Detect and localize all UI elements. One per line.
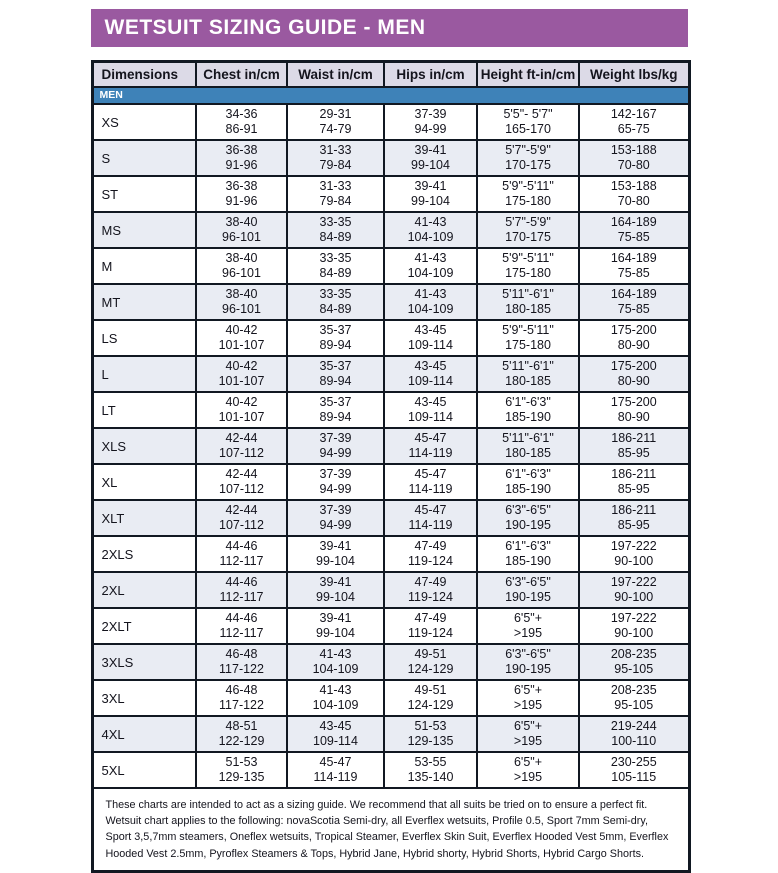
weight-cell: 219-244 100-110 xyxy=(579,716,689,752)
height-cell: 6'3"-6'5" 190-195 xyxy=(477,500,579,536)
hips-cell: 47-49 119-124 xyxy=(384,536,477,572)
hips-cell: 41-43 104-109 xyxy=(384,248,477,284)
size-label: XS xyxy=(92,104,196,140)
waist-cell: 39-41 99-104 xyxy=(287,536,384,572)
hips-cell: 39-41 99-104 xyxy=(384,176,477,212)
size-label: MS xyxy=(92,212,196,248)
size-label: 2XLS xyxy=(92,536,196,572)
height-cell: 5'11"-6'1" 180-185 xyxy=(477,428,579,464)
hips-cell: 43-45 109-114 xyxy=(384,392,477,428)
waist-cell: 33-35 84-89 xyxy=(287,212,384,248)
height-cell: 6'1"-6'3" 185-190 xyxy=(477,392,579,428)
chest-cell: 42-44 107-112 xyxy=(196,464,287,500)
chest-cell: 36-38 91-96 xyxy=(196,176,287,212)
chest-cell: 48-51 122-129 xyxy=(196,716,287,752)
weight-cell: 197-222 90-100 xyxy=(579,536,689,572)
hips-cell: 47-49 119-124 xyxy=(384,608,477,644)
waist-cell: 37-39 94-99 xyxy=(287,500,384,536)
footer-note: These charts are intended to act as a sizing guide. We recommend that all suits be tried on to ensure a perfect fit. Wetsuit chart applies to the following: novaScotia Semi-dry, all Everflex wetsuits, Profile 0.5, Sport 7mm Semi-dry, Sport 3,5,7mm steamers, Oneflex wetsuits, Tropical Steamer, Everflex Skin Suit, Everflex Hooded Vest 5mm, Everflex Hooded Vest 2.5mm, Pyroflex Steamers & Tops, Hybrid Jane, Hybrid shorty, Hybrid Shorts, Hybrid Cargo Shorts. xyxy=(92,788,689,871)
hips-cell: 45-47 114-119 xyxy=(384,500,477,536)
weight-cell: 153-188 70-80 xyxy=(579,176,689,212)
weight-cell: 230-255 105-115 xyxy=(579,752,689,788)
weight-cell: 186-211 85-95 xyxy=(579,428,689,464)
size-label: M xyxy=(92,248,196,284)
waist-cell: 35-37 89-94 xyxy=(287,320,384,356)
weight-cell: 175-200 80-90 xyxy=(579,356,689,392)
size-label: 2XLT xyxy=(92,608,196,644)
hips-cell: 47-49 119-124 xyxy=(384,572,477,608)
hips-cell: 49-51 124-129 xyxy=(384,644,477,680)
waist-cell: 31-33 79-84 xyxy=(287,176,384,212)
hips-cell: 45-47 114-119 xyxy=(384,428,477,464)
height-cell: 5'7"-5'9" 170-175 xyxy=(477,140,579,176)
waist-cell: 37-39 94-99 xyxy=(287,464,384,500)
size-label: 4XL xyxy=(92,716,196,752)
hips-cell: 43-45 109-114 xyxy=(384,320,477,356)
chest-cell: 42-44 107-112 xyxy=(196,500,287,536)
size-label: 3XL xyxy=(92,680,196,716)
column-header-height: Height ft-in/cm xyxy=(477,62,579,88)
height-cell: 5'5"- 5'7" 165-170 xyxy=(477,104,579,140)
table-row xyxy=(92,464,689,500)
size-label: S xyxy=(92,140,196,176)
height-cell: 6'1"-6'3" 185-190 xyxy=(477,464,579,500)
weight-cell: 164-189 75-85 xyxy=(579,248,689,284)
weight-cell: 175-200 80-90 xyxy=(579,320,689,356)
chest-cell: 38-40 96-101 xyxy=(196,284,287,320)
size-label: ST xyxy=(92,176,196,212)
height-cell: 5'11"-6'1" 180-185 xyxy=(477,356,579,392)
chest-cell: 36-38 91-96 xyxy=(196,140,287,176)
height-cell: 6'3"-6'5" 190-195 xyxy=(477,644,579,680)
waist-cell: 31-33 79-84 xyxy=(287,140,384,176)
chest-cell: 34-36 86-91 xyxy=(196,104,287,140)
waist-cell: 45-47 114-119 xyxy=(287,752,384,788)
waist-cell: 39-41 99-104 xyxy=(287,572,384,608)
waist-cell: 41-43 104-109 xyxy=(287,680,384,716)
waist-cell: 33-35 84-89 xyxy=(287,248,384,284)
weight-cell: 164-189 75-85 xyxy=(579,284,689,320)
table-row xyxy=(92,680,689,716)
chest-cell: 38-40 96-101 xyxy=(196,248,287,284)
waist-cell: 37-39 94-99 xyxy=(287,428,384,464)
size-label: 5XL xyxy=(92,752,196,788)
waist-cell: 39-41 99-104 xyxy=(287,608,384,644)
table-row xyxy=(92,140,689,176)
waist-cell: 33-35 84-89 xyxy=(287,284,384,320)
weight-cell: 208-235 95-105 xyxy=(579,644,689,680)
chest-cell: 44-46 112-117 xyxy=(196,536,287,572)
hips-cell: 53-55 135-140 xyxy=(384,752,477,788)
weight-cell: 186-211 85-95 xyxy=(579,500,689,536)
chest-cell: 46-48 117-122 xyxy=(196,644,287,680)
page-title: WETSUIT SIZING GUIDE - MEN xyxy=(104,16,426,39)
table-row xyxy=(92,752,689,788)
height-cell: 6'5"+ >195 xyxy=(477,752,579,788)
chest-cell: 51-53 129-135 xyxy=(196,752,287,788)
waist-cell: 41-43 104-109 xyxy=(287,644,384,680)
column-header-waist: Waist in/cm xyxy=(287,62,384,88)
table-row xyxy=(92,356,689,392)
table-row xyxy=(92,176,689,212)
weight-cell: 175-200 80-90 xyxy=(579,392,689,428)
chest-cell: 40-42 101-107 xyxy=(196,320,287,356)
hips-cell: 41-43 104-109 xyxy=(384,212,477,248)
table-row xyxy=(92,284,689,320)
waist-cell: 29-31 74-79 xyxy=(287,104,384,140)
sizing-table xyxy=(91,60,691,873)
weight-cell: 153-188 70-80 xyxy=(579,140,689,176)
column-header-hips: Hips in/cm xyxy=(384,62,477,88)
weight-cell: 186-211 85-95 xyxy=(579,464,689,500)
weight-cell: 164-189 75-85 xyxy=(579,212,689,248)
weight-cell: 197-222 90-100 xyxy=(579,608,689,644)
size-label: XLT xyxy=(92,500,196,536)
table-row xyxy=(92,644,689,680)
size-label: L xyxy=(92,356,196,392)
section-label: MEN xyxy=(92,87,689,104)
chest-cell: 46-48 117-122 xyxy=(196,680,287,716)
page xyxy=(91,0,688,873)
table-row xyxy=(92,716,689,752)
waist-cell: 35-37 89-94 xyxy=(287,356,384,392)
title-bar xyxy=(91,9,688,47)
table-row xyxy=(92,608,689,644)
height-cell: 6'1"-6'3" 185-190 xyxy=(477,536,579,572)
chest-cell: 40-42 101-107 xyxy=(196,392,287,428)
column-header-weight: Weight lbs/kg xyxy=(579,62,689,88)
section-row-men xyxy=(92,87,689,104)
column-header-dimensions: Dimensions xyxy=(92,62,196,88)
chest-cell: 44-46 112-117 xyxy=(196,608,287,644)
table-row xyxy=(92,248,689,284)
hips-cell: 41-43 104-109 xyxy=(384,284,477,320)
height-cell: 6'3"-6'5" 190-195 xyxy=(477,572,579,608)
size-label: LS xyxy=(92,320,196,356)
hips-cell: 39-41 99-104 xyxy=(384,140,477,176)
size-label: MT xyxy=(92,284,196,320)
chest-cell: 38-40 96-101 xyxy=(196,212,287,248)
size-label: XL xyxy=(92,464,196,500)
size-label: 2XL xyxy=(92,572,196,608)
size-label: 3XLS xyxy=(92,644,196,680)
weight-cell: 197-222 90-100 xyxy=(579,572,689,608)
hips-cell: 43-45 109-114 xyxy=(384,356,477,392)
table-row xyxy=(92,500,689,536)
table-row xyxy=(92,392,689,428)
table-row xyxy=(92,428,689,464)
table-row xyxy=(92,104,689,140)
waist-cell: 43-45 109-114 xyxy=(287,716,384,752)
chest-cell: 44-46 112-117 xyxy=(196,572,287,608)
height-cell: 5'9"-5'11" 175-180 xyxy=(477,248,579,284)
weight-cell: 208-235 95-105 xyxy=(579,680,689,716)
header-row xyxy=(92,62,689,88)
table-row xyxy=(92,536,689,572)
size-label: XLS xyxy=(92,428,196,464)
footer-row xyxy=(92,788,689,871)
chest-cell: 42-44 107-112 xyxy=(196,428,287,464)
table-row xyxy=(92,572,689,608)
height-cell: 5'11"-6'1" 180-185 xyxy=(477,284,579,320)
height-cell: 6'5"+ >195 xyxy=(477,608,579,644)
hips-cell: 45-47 114-119 xyxy=(384,464,477,500)
table-row xyxy=(92,320,689,356)
waist-cell: 35-37 89-94 xyxy=(287,392,384,428)
size-label: LT xyxy=(92,392,196,428)
hips-cell: 37-39 94-99 xyxy=(384,104,477,140)
hips-cell: 49-51 124-129 xyxy=(384,680,477,716)
height-cell: 6'5"+ >195 xyxy=(477,680,579,716)
table-row xyxy=(92,212,689,248)
chest-cell: 40-42 101-107 xyxy=(196,356,287,392)
weight-cell: 142-167 65-75 xyxy=(579,104,689,140)
hips-cell: 51-53 129-135 xyxy=(384,716,477,752)
column-header-chest: Chest in/cm xyxy=(196,62,287,88)
height-cell: 5'9"-5'11" 175-180 xyxy=(477,320,579,356)
height-cell: 6'5"+ >195 xyxy=(477,716,579,752)
height-cell: 5'7"-5'9" 170-175 xyxy=(477,212,579,248)
height-cell: 5'9"-5'11" 175-180 xyxy=(477,176,579,212)
